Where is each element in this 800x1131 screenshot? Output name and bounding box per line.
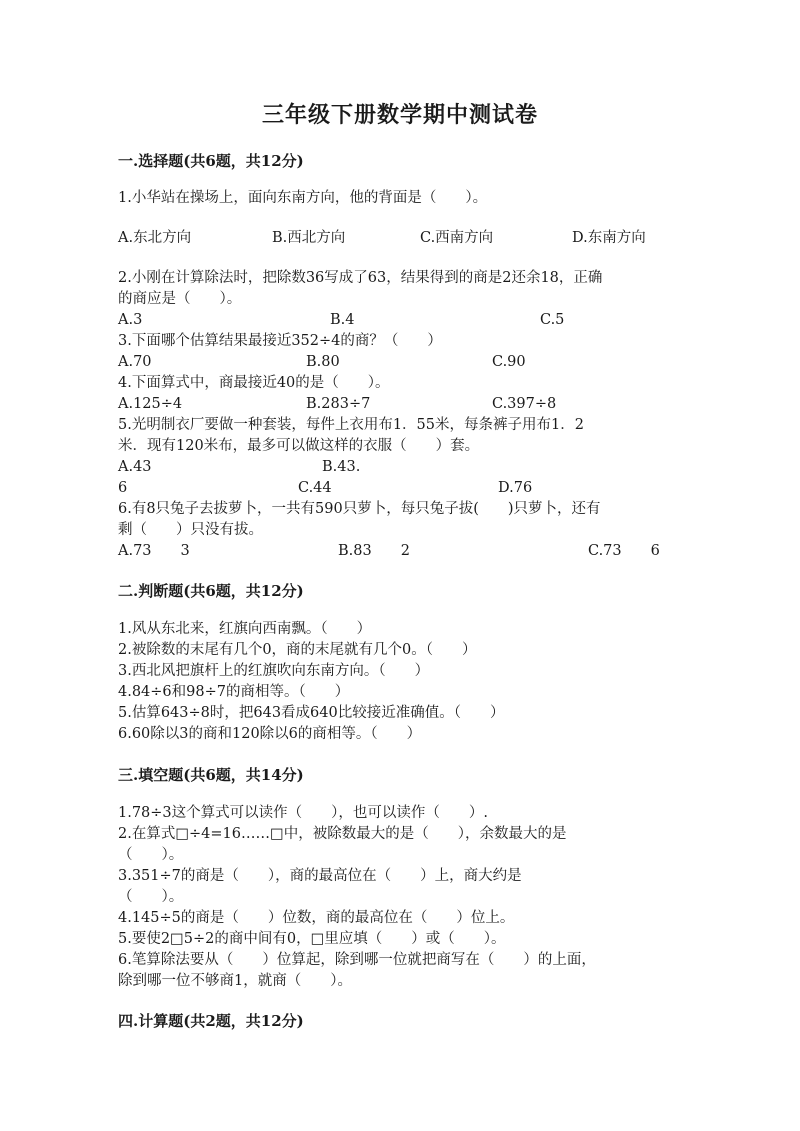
fill-blank-item: 6.笔算除法要从（ ）位算起，除到哪一位就把商写在（ ）的上面， bbox=[118, 952, 596, 968]
option-d: D.76 bbox=[498, 480, 533, 496]
section-heading-judgement: 二.判断题(共6题，共12分) bbox=[118, 582, 304, 600]
page-title: 三年级下册数学期中测试卷 bbox=[261, 102, 538, 128]
fill-blank-item: 1.78÷3这个算式可以读作（ ），也可以读作（ ）. bbox=[118, 805, 489, 821]
section-heading-fill-blank: 三.填空题(共6题，共14分) bbox=[118, 766, 304, 784]
option-c: C.44 bbox=[298, 480, 332, 496]
question-text: 2.小刚在计算除法时，把除数36写成了63，结果得到的商是2还余18，正确 bbox=[118, 270, 603, 286]
fill-blank-item: 4.145÷5的商是（ ）位数，商的最高位在（ ）位上。 bbox=[118, 910, 515, 926]
option-a: A.东北方向 bbox=[118, 230, 192, 246]
judgement-item: 4.84÷6和98÷7的商相等。（ ） bbox=[118, 684, 350, 700]
option-d: D.东南方向 bbox=[572, 230, 646, 246]
fill-blank-item: 3.351÷7的商是（ ），商的最高位在（ ）上，商大约是 bbox=[118, 868, 522, 884]
option-a: A.73 3 bbox=[118, 543, 190, 559]
question-text: 4.下面算式中，商最接近40的是（ ）。 bbox=[118, 375, 390, 391]
option-c: C.西南方向 bbox=[420, 230, 494, 246]
option-b: B.80 bbox=[306, 354, 340, 370]
option-b: B.4 bbox=[330, 312, 355, 328]
option-b: B.283÷7 bbox=[306, 396, 371, 412]
question-text: 米．现有120米布，最多可以做这样的衣服（ ）套。 bbox=[118, 438, 480, 454]
option-a: A.125÷4 bbox=[118, 396, 183, 412]
question-text: 3.下面哪个估算结果最接近352÷4的商？（ ） bbox=[118, 333, 442, 349]
fill-blank-item: （ ）。 bbox=[118, 889, 184, 905]
fill-blank-item: 除到哪一位不够商1，就商（ ）。 bbox=[118, 973, 352, 989]
fill-blank-item: 2.在算式□÷4=16……□中，被除数最大的是（ ），余数最大的是 bbox=[118, 826, 567, 842]
fill-blank-item: （ ）。 bbox=[118, 847, 184, 863]
judgement-item: 1.风从东北来，红旗向西南飘。（ ） bbox=[118, 621, 372, 637]
question-text: 6.有8只兔子去拔萝卜，一共有590只萝卜，每只兔子拔( )只萝卜，还有 bbox=[118, 501, 601, 517]
option-c: C.5 bbox=[540, 312, 565, 328]
option-a: A.43 bbox=[118, 459, 152, 475]
fill-blank-item: 5.要使2□5÷2的商中间有0，□里应填（ ）或（ ）。 bbox=[118, 931, 506, 947]
judgement-item: 5.估算643÷8时，把643看成640比较接近准确值。（ ） bbox=[118, 705, 505, 721]
option-b: B.43. bbox=[322, 459, 361, 475]
question-text: 剩（ ）只没有拔。 bbox=[118, 522, 263, 538]
judgement-item: 6.60除以3的商和120除以6的商相等。（ ） bbox=[118, 726, 422, 742]
option-a: A.70 bbox=[118, 354, 152, 370]
option-a: A.3 bbox=[118, 312, 143, 328]
question-text: 1.小华站在操场上，面向东南方向，他的背面是（ ）。 bbox=[118, 190, 488, 206]
section-heading-calculation: 四.计算题(共2题，共12分) bbox=[118, 1012, 304, 1030]
judgement-item: 3.西北风把旗杆上的红旗吹向东南方向。（ ） bbox=[118, 663, 430, 679]
option-c: C.73 6 bbox=[588, 543, 660, 559]
section-heading-choice: 一.选择题(共6题，共12分) bbox=[118, 152, 304, 170]
question-text: 的商应是（ ）。 bbox=[118, 291, 242, 307]
judgement-item: 2.被除数的末尾有几个0，商的末尾就有几个0。（ ） bbox=[118, 642, 477, 658]
option-c: C.397÷8 bbox=[492, 396, 557, 412]
option-b: B.西北方向 bbox=[272, 230, 346, 246]
option-b: B.83 2 bbox=[338, 543, 410, 559]
question-text: 5.光明制衣厂要做一种套装，每件上衣用布1．55米，每条裤子用布1．2 bbox=[118, 417, 584, 433]
option-b-continued: 6 bbox=[118, 480, 128, 496]
option-c: C.90 bbox=[492, 354, 526, 370]
